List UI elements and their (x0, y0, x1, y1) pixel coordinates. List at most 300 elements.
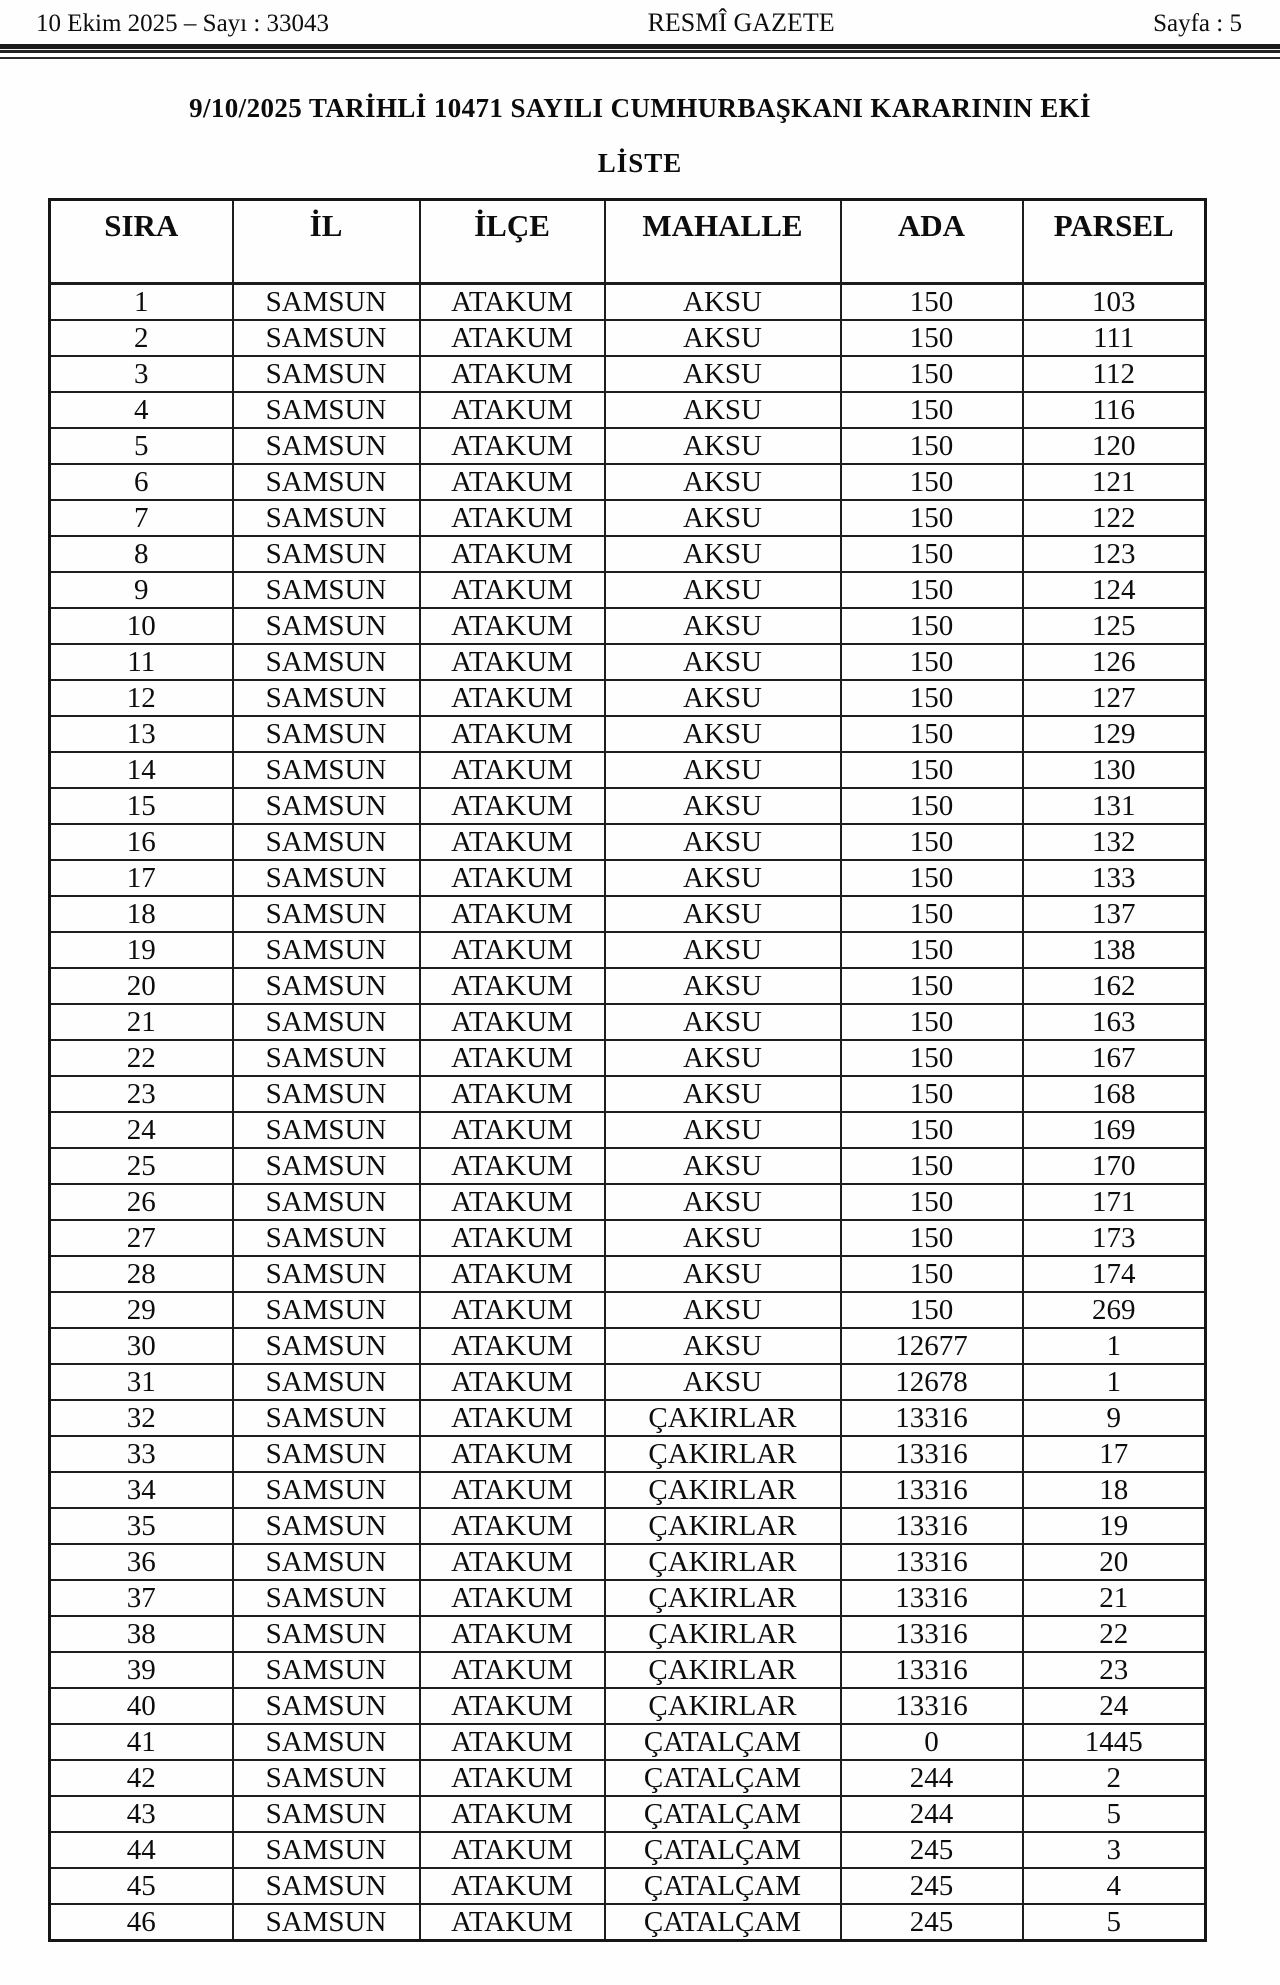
cell-ada: 150 (841, 1112, 1023, 1148)
cell-mahalle: ÇAKIRLAR (605, 1616, 841, 1652)
cell-ilce: ATAKUM (420, 1472, 605, 1508)
cell-mahalle: ÇAKIRLAR (605, 1472, 841, 1508)
cell-mahalle: AKSU (605, 1112, 841, 1148)
cell-ada: 150 (841, 860, 1023, 896)
masthead (0, 0, 1280, 38)
table-row (50, 356, 1206, 392)
cell-parsel: 163 (1023, 1004, 1206, 1040)
cell-ilce: ATAKUM (420, 500, 605, 536)
cell-parsel: 1 (1023, 1328, 1206, 1364)
column-header-ilce: İLÇE (420, 200, 605, 284)
cell-ilce: ATAKUM (420, 1184, 605, 1220)
table-row (50, 752, 1206, 788)
cell-mahalle: AKSU (605, 860, 841, 896)
cell-ilce: ATAKUM (420, 608, 605, 644)
cell-ilce: ATAKUM (420, 1400, 605, 1436)
table-row (50, 860, 1206, 896)
cell-sira: 20 (50, 968, 233, 1004)
cell-sira: 23 (50, 1076, 233, 1112)
cell-sira: 5 (50, 428, 233, 464)
table-row (50, 716, 1206, 752)
cell-parsel: 170 (1023, 1148, 1206, 1184)
column-header-parsel: PARSEL (1023, 200, 1206, 284)
cell-ada: 13316 (841, 1544, 1023, 1580)
cell-parsel: 22 (1023, 1616, 1206, 1652)
cell-ada: 150 (841, 896, 1023, 932)
cell-ilce: ATAKUM (420, 1364, 605, 1400)
table-row (50, 680, 1206, 716)
table-row (50, 1004, 1206, 1040)
cell-il: SAMSUN (233, 932, 420, 968)
cell-parsel: 1 (1023, 1364, 1206, 1400)
cell-parsel: 111 (1023, 320, 1206, 356)
cell-ada: 150 (841, 1220, 1023, 1256)
table-row (50, 824, 1206, 860)
cell-parsel: 127 (1023, 680, 1206, 716)
cell-parsel: 171 (1023, 1184, 1206, 1220)
cell-mahalle: AKSU (605, 500, 841, 536)
cell-sira: 38 (50, 1616, 233, 1652)
cell-ilce: ATAKUM (420, 356, 605, 392)
cell-sira: 2 (50, 320, 233, 356)
cell-ilce: ATAKUM (420, 644, 605, 680)
cell-il: SAMSUN (233, 1796, 420, 1832)
cell-ada: 150 (841, 1076, 1023, 1112)
cell-sira: 34 (50, 1472, 233, 1508)
cell-parsel: 132 (1023, 824, 1206, 860)
table-row (50, 1220, 1206, 1256)
cell-mahalle: AKSU (605, 1076, 841, 1112)
cell-parsel: 19 (1023, 1508, 1206, 1544)
table-row (50, 1112, 1206, 1148)
table-row (50, 1688, 1206, 1724)
table-row (50, 1400, 1206, 1436)
cell-sira: 39 (50, 1652, 233, 1688)
cell-ada: 150 (841, 1292, 1023, 1328)
cell-sira: 37 (50, 1580, 233, 1616)
cell-parsel: 24 (1023, 1688, 1206, 1724)
cell-mahalle: ÇAKIRLAR (605, 1508, 841, 1544)
cell-ada: 150 (841, 824, 1023, 860)
cell-il: SAMSUN (233, 788, 420, 824)
masthead-gazette-title: RESMÎ GAZETE (647, 8, 835, 37)
table-row (50, 1148, 1206, 1184)
cell-ada: 12677 (841, 1328, 1023, 1364)
cell-il: SAMSUN (233, 1256, 420, 1292)
cell-il: SAMSUN (233, 1868, 420, 1904)
cell-parsel: 5 (1023, 1904, 1206, 1941)
table-row (50, 1076, 1206, 1112)
table-row (50, 968, 1206, 1004)
cell-ilce: ATAKUM (420, 428, 605, 464)
cell-mahalle: AKSU (605, 1328, 841, 1364)
table-row (50, 1256, 1206, 1292)
cell-ilce: ATAKUM (420, 464, 605, 500)
cell-mahalle: AKSU (605, 1220, 841, 1256)
cell-sira: 21 (50, 1004, 233, 1040)
column-header-sira: SIRA (50, 200, 233, 284)
cell-parsel: 269 (1023, 1292, 1206, 1328)
cell-parsel: 125 (1023, 608, 1206, 644)
table-row (50, 1544, 1206, 1580)
cell-sira: 43 (50, 1796, 233, 1832)
table-row (50, 1184, 1206, 1220)
cell-ilce: ATAKUM (420, 1292, 605, 1328)
cell-mahalle: AKSU (605, 1148, 841, 1184)
cell-mahalle: ÇAKIRLAR (605, 1652, 841, 1688)
cell-mahalle: AKSU (605, 608, 841, 644)
cell-ilce: ATAKUM (420, 1652, 605, 1688)
table-row (50, 536, 1206, 572)
cell-ilce: ATAKUM (420, 1868, 605, 1904)
cell-mahalle: AKSU (605, 320, 841, 356)
cell-parsel: 2 (1023, 1760, 1206, 1796)
table-row (50, 500, 1206, 536)
cell-parsel: 18 (1023, 1472, 1206, 1508)
cell-ilce: ATAKUM (420, 1580, 605, 1616)
cell-mahalle: AKSU (605, 716, 841, 752)
cell-ada: 150 (841, 968, 1023, 1004)
cell-ilce: ATAKUM (420, 896, 605, 932)
cell-ada: 150 (841, 1256, 1023, 1292)
cell-mahalle: AKSU (605, 536, 841, 572)
cell-ada: 150 (841, 716, 1023, 752)
cell-il: SAMSUN (233, 356, 420, 392)
table-row (50, 1616, 1206, 1652)
cell-parsel: 4 (1023, 1868, 1206, 1904)
cell-sira: 10 (50, 608, 233, 644)
cell-mahalle: ÇAKIRLAR (605, 1580, 841, 1616)
cell-ada: 13316 (841, 1436, 1023, 1472)
cell-ada: 150 (841, 572, 1023, 608)
cell-ada: 150 (841, 356, 1023, 392)
table-row (50, 1760, 1206, 1796)
cell-parsel: 122 (1023, 500, 1206, 536)
cell-il: SAMSUN (233, 716, 420, 752)
cell-ilce: ATAKUM (420, 1004, 605, 1040)
cell-sira: 24 (50, 1112, 233, 1148)
cell-ilce: ATAKUM (420, 860, 605, 896)
cell-il: SAMSUN (233, 1616, 420, 1652)
cell-ilce: ATAKUM (420, 392, 605, 428)
cell-ilce: ATAKUM (420, 716, 605, 752)
cell-ada: 150 (841, 464, 1023, 500)
cell-sira: 26 (50, 1184, 233, 1220)
cell-parsel: 116 (1023, 392, 1206, 428)
cell-sira: 28 (50, 1256, 233, 1292)
cell-parsel: 17 (1023, 1436, 1206, 1472)
cell-il: SAMSUN (233, 824, 420, 860)
cell-ilce: ATAKUM (420, 284, 605, 321)
cell-ada: 12678 (841, 1364, 1023, 1400)
cell-parsel: 126 (1023, 644, 1206, 680)
cell-ada: 150 (841, 500, 1023, 536)
cell-ada: 245 (841, 1904, 1023, 1941)
cell-sira: 13 (50, 716, 233, 752)
cell-ada: 150 (841, 1004, 1023, 1040)
cell-il: SAMSUN (233, 428, 420, 464)
cell-il: SAMSUN (233, 1904, 420, 1941)
table-row (50, 1292, 1206, 1328)
cell-mahalle: AKSU (605, 932, 841, 968)
cell-ada: 150 (841, 752, 1023, 788)
cell-ada: 245 (841, 1832, 1023, 1868)
cell-ilce: ATAKUM (420, 680, 605, 716)
cell-parsel: 21 (1023, 1580, 1206, 1616)
cell-ada: 13316 (841, 1688, 1023, 1724)
cell-ilce: ATAKUM (420, 1436, 605, 1472)
cell-mahalle: ÇATALÇAM (605, 1760, 841, 1796)
cell-il: SAMSUN (233, 320, 420, 356)
cell-sira: 1 (50, 284, 233, 321)
cell-parsel: 20 (1023, 1544, 1206, 1580)
cell-sira: 11 (50, 644, 233, 680)
column-header-ada: ADA (841, 200, 1023, 284)
cell-parsel: 1445 (1023, 1724, 1206, 1760)
cell-ada: 13316 (841, 1580, 1023, 1616)
table-row (50, 1652, 1206, 1688)
cell-mahalle: ÇATALÇAM (605, 1868, 841, 1904)
cell-ilce: ATAKUM (420, 968, 605, 1004)
cell-il: SAMSUN (233, 752, 420, 788)
cell-parsel: 103 (1023, 284, 1206, 321)
cell-il: SAMSUN (233, 1436, 420, 1472)
cell-ada: 150 (841, 320, 1023, 356)
cell-mahalle: AKSU (605, 1040, 841, 1076)
cell-ilce: ATAKUM (420, 1544, 605, 1580)
cell-ilce: ATAKUM (420, 1616, 605, 1652)
cell-sira: 15 (50, 788, 233, 824)
cell-sira: 31 (50, 1364, 233, 1400)
cell-sira: 33 (50, 1436, 233, 1472)
cell-sira: 12 (50, 680, 233, 716)
table-row (50, 1724, 1206, 1760)
cell-ada: 13316 (841, 1508, 1023, 1544)
cell-ada: 13316 (841, 1616, 1023, 1652)
cell-il: SAMSUN (233, 1688, 420, 1724)
cell-il: SAMSUN (233, 1220, 420, 1256)
cell-il: SAMSUN (233, 1832, 420, 1868)
cell-ada: 150 (841, 536, 1023, 572)
cell-ilce: ATAKUM (420, 1796, 605, 1832)
table-row (50, 1904, 1206, 1941)
cell-ilce: ATAKUM (420, 788, 605, 824)
cell-ilce: ATAKUM (420, 1220, 605, 1256)
cell-il: SAMSUN (233, 644, 420, 680)
cell-ilce: ATAKUM (420, 1688, 605, 1724)
cell-parsel: 138 (1023, 932, 1206, 968)
cell-sira: 35 (50, 1508, 233, 1544)
cell-il: SAMSUN (233, 1652, 420, 1688)
table-row (50, 1364, 1206, 1400)
cell-ada: 0 (841, 1724, 1023, 1760)
cell-ilce: ATAKUM (420, 932, 605, 968)
cell-il: SAMSUN (233, 464, 420, 500)
table-row (50, 392, 1206, 428)
cell-il: SAMSUN (233, 1148, 420, 1184)
cell-sira: 18 (50, 896, 233, 932)
cell-il: SAMSUN (233, 1112, 420, 1148)
cell-mahalle: AKSU (605, 1292, 841, 1328)
cell-il: SAMSUN (233, 1760, 420, 1796)
cell-parsel: 120 (1023, 428, 1206, 464)
cell-sira: 17 (50, 860, 233, 896)
cell-mahalle: AKSU (605, 428, 841, 464)
cell-ilce: ATAKUM (420, 752, 605, 788)
document-subtitle: LİSTE (597, 148, 683, 178)
liste-table (48, 198, 1207, 1942)
cell-sira: 29 (50, 1292, 233, 1328)
cell-sira: 14 (50, 752, 233, 788)
cell-parsel: 174 (1023, 1256, 1206, 1292)
cell-ilce: ATAKUM (420, 1256, 605, 1292)
cell-il: SAMSUN (233, 536, 420, 572)
cell-sira: 32 (50, 1400, 233, 1436)
cell-ilce: ATAKUM (420, 320, 605, 356)
cell-parsel: 129 (1023, 716, 1206, 752)
table-row (50, 1436, 1206, 1472)
cell-mahalle: AKSU (605, 968, 841, 1004)
cell-parsel: 162 (1023, 968, 1206, 1004)
cell-ilce: ATAKUM (420, 1112, 605, 1148)
cell-il: SAMSUN (233, 1724, 420, 1760)
cell-sira: 8 (50, 536, 233, 572)
cell-mahalle: AKSU (605, 824, 841, 860)
table-row (50, 320, 1206, 356)
cell-sira: 42 (50, 1760, 233, 1796)
cell-sira: 36 (50, 1544, 233, 1580)
cell-mahalle: AKSU (605, 464, 841, 500)
cell-il: SAMSUN (233, 608, 420, 644)
cell-ada: 13316 (841, 1652, 1023, 1688)
cell-mahalle: AKSU (605, 644, 841, 680)
cell-ilce: ATAKUM (420, 536, 605, 572)
cell-parsel: 173 (1023, 1220, 1206, 1256)
cell-ada: 150 (841, 680, 1023, 716)
table-row (50, 1868, 1206, 1904)
cell-sira: 6 (50, 464, 233, 500)
cell-parsel: 130 (1023, 752, 1206, 788)
table-row (50, 1040, 1206, 1076)
cell-il: SAMSUN (233, 1328, 420, 1364)
cell-ada: 150 (841, 428, 1023, 464)
table-row (50, 572, 1206, 608)
cell-ilce: ATAKUM (420, 1508, 605, 1544)
cell-parsel: 167 (1023, 1040, 1206, 1076)
table-header-row (50, 200, 1206, 284)
cell-mahalle: ÇAKIRLAR (605, 1688, 841, 1724)
cell-mahalle: AKSU (605, 1004, 841, 1040)
cell-ada: 245 (841, 1868, 1023, 1904)
cell-sira: 4 (50, 392, 233, 428)
cell-mahalle: AKSU (605, 572, 841, 608)
masthead-divider-rule (0, 44, 1280, 59)
cell-ilce: ATAKUM (420, 1328, 605, 1364)
table-row (50, 428, 1206, 464)
table-row (50, 1328, 1206, 1364)
cell-mahalle: AKSU (605, 356, 841, 392)
cell-parsel: 3 (1023, 1832, 1206, 1868)
table-row (50, 932, 1206, 968)
cell-parsel: 131 (1023, 788, 1206, 824)
cell-parsel: 133 (1023, 860, 1206, 896)
table-row (50, 788, 1206, 824)
cell-mahalle: AKSU (605, 752, 841, 788)
cell-mahalle: ÇAKIRLAR (605, 1544, 841, 1580)
cell-mahalle: ÇATALÇAM (605, 1832, 841, 1868)
cell-parsel: 121 (1023, 464, 1206, 500)
masthead-date-issue: 10 Ekim 2025 – Sayı : 33043 (36, 10, 330, 37)
cell-parsel: 9 (1023, 1400, 1206, 1436)
table-row (50, 1796, 1206, 1832)
cell-ada: 150 (841, 932, 1023, 968)
cell-ilce: ATAKUM (420, 1832, 605, 1868)
document-title: 9/10/2025 TARİHLİ 10471 SAYILI CUMHURBAŞKANI KARARININ EKİ (189, 93, 1091, 123)
cell-mahalle: ÇATALÇAM (605, 1796, 841, 1832)
cell-ada: 150 (841, 788, 1023, 824)
cell-mahalle: AKSU (605, 1184, 841, 1220)
cell-il: SAMSUN (233, 1508, 420, 1544)
cell-mahalle: AKSU (605, 896, 841, 932)
cell-il: SAMSUN (233, 1544, 420, 1580)
cell-mahalle: ÇATALÇAM (605, 1724, 841, 1760)
cell-sira: 22 (50, 1040, 233, 1076)
cell-ada: 13316 (841, 1472, 1023, 1508)
cell-ada: 150 (841, 284, 1023, 321)
cell-il: SAMSUN (233, 1184, 420, 1220)
cell-sira: 19 (50, 932, 233, 968)
cell-mahalle: ÇAKIRLAR (605, 1436, 841, 1472)
cell-parsel: 123 (1023, 536, 1206, 572)
table-row (50, 284, 1206, 321)
table-row (50, 644, 1206, 680)
cell-parsel: 5 (1023, 1796, 1206, 1832)
cell-il: SAMSUN (233, 968, 420, 1004)
cell-il: SAMSUN (233, 284, 420, 321)
cell-ada: 244 (841, 1796, 1023, 1832)
cell-sira: 25 (50, 1148, 233, 1184)
cell-sira: 40 (50, 1688, 233, 1724)
cell-sira: 45 (50, 1868, 233, 1904)
cell-ilce: ATAKUM (420, 1904, 605, 1941)
cell-ada: 150 (841, 1184, 1023, 1220)
cell-mahalle: AKSU (605, 788, 841, 824)
cell-il: SAMSUN (233, 500, 420, 536)
cell-mahalle: AKSU (605, 284, 841, 321)
cell-mahalle: ÇATALÇAM (605, 1904, 841, 1941)
cell-sira: 3 (50, 356, 233, 392)
cell-parsel: 124 (1023, 572, 1206, 608)
cell-ada: 13316 (841, 1400, 1023, 1436)
cell-sira: 46 (50, 1904, 233, 1941)
cell-il: SAMSUN (233, 860, 420, 896)
cell-ilce: ATAKUM (420, 824, 605, 860)
cell-sira: 9 (50, 572, 233, 608)
table-row (50, 464, 1206, 500)
cell-sira: 7 (50, 500, 233, 536)
table-row (50, 1508, 1206, 1544)
cell-mahalle: AKSU (605, 1364, 841, 1400)
cell-il: SAMSUN (233, 1472, 420, 1508)
cell-ada: 150 (841, 1040, 1023, 1076)
cell-il: SAMSUN (233, 1292, 420, 1328)
cell-il: SAMSUN (233, 1004, 420, 1040)
cell-il: SAMSUN (233, 1040, 420, 1076)
column-header-mahalle: MAHALLE (605, 200, 841, 284)
cell-sira: 16 (50, 824, 233, 860)
cell-ilce: ATAKUM (420, 1724, 605, 1760)
cell-ilce: ATAKUM (420, 1760, 605, 1796)
